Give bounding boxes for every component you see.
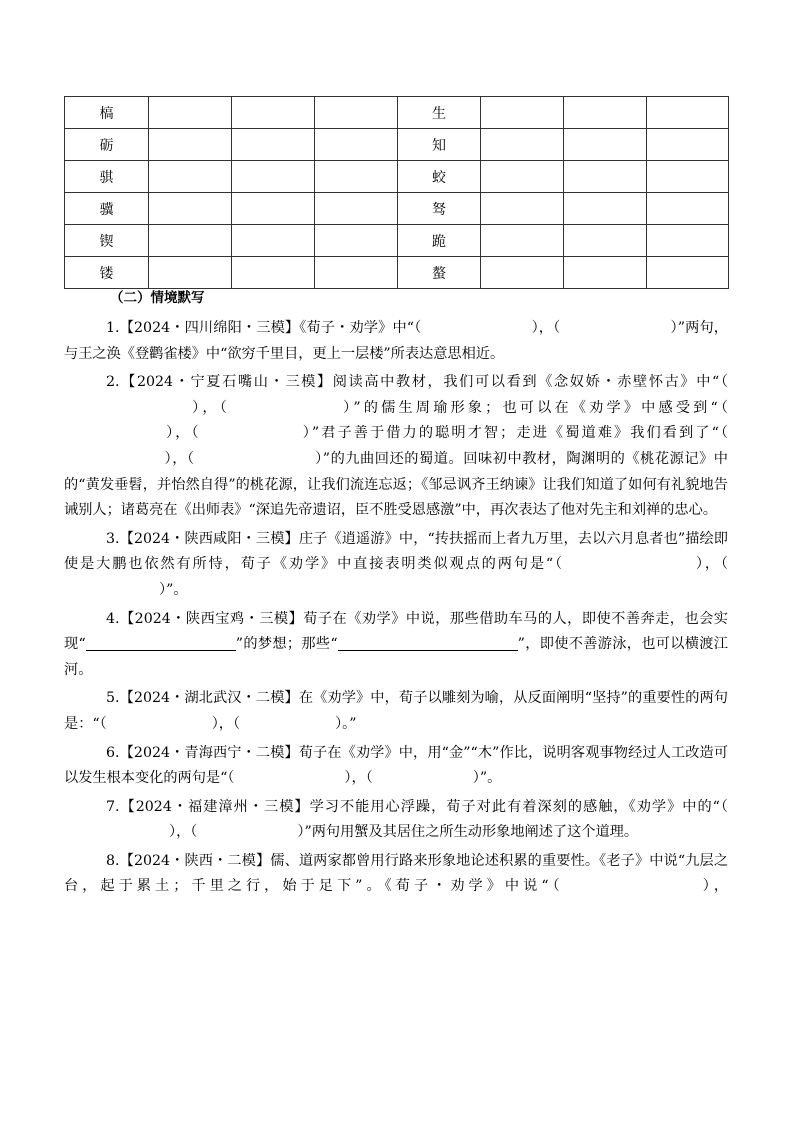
question-text: ），（ bbox=[164, 450, 195, 467]
question-number: 2. bbox=[106, 374, 120, 391]
answer-cell[interactable] bbox=[481, 97, 564, 129]
question-text: ）”君子善于借力的聪明才智；走进《蜀道难》我们看到了“（ bbox=[300, 425, 728, 442]
question-text: ），（ bbox=[531, 320, 561, 336]
question-text: 《荀子・劝学》中“（ bbox=[299, 320, 422, 336]
table-row bbox=[65, 161, 729, 193]
question-text: 学习不能用心浮躁，荀子对此有着深刻的感触，《劝学》中的“（ bbox=[309, 798, 728, 815]
answer-cell[interactable] bbox=[564, 257, 647, 289]
answer-cell[interactable] bbox=[149, 97, 232, 129]
answer-cell[interactable] bbox=[564, 161, 647, 193]
answer-cell[interactable] bbox=[647, 129, 729, 161]
answer-cell[interactable] bbox=[149, 225, 232, 257]
answer-cell[interactable] bbox=[232, 97, 315, 129]
table-row bbox=[65, 129, 729, 161]
answer-cell[interactable] bbox=[647, 225, 729, 257]
table-row bbox=[65, 97, 729, 129]
answer-cell[interactable] bbox=[481, 129, 564, 161]
answer-cell[interactable] bbox=[315, 161, 398, 193]
left-char-cell: 槁 bbox=[65, 97, 149, 129]
answer-cell[interactable] bbox=[481, 193, 564, 225]
left-char-cell: 镂 bbox=[65, 257, 149, 289]
left-char-cell: 骐 bbox=[65, 161, 149, 193]
answer-cell[interactable] bbox=[564, 225, 647, 257]
answer-cell[interactable] bbox=[149, 193, 232, 225]
question-text: ），（ bbox=[694, 556, 728, 573]
question-number: 3. bbox=[106, 530, 120, 547]
answer-cell[interactable] bbox=[481, 161, 564, 193]
table-row bbox=[65, 257, 729, 289]
question-text: ）”两句用蟹及其居住之所生动形象地阐述了这个道理。 bbox=[297, 824, 639, 841]
answer-underline[interactable] bbox=[86, 634, 236, 651]
answer-cell[interactable] bbox=[232, 161, 315, 193]
question-text: 荀子在《劝学》中，用“金”“木”作比，说明客观事物经过人工改造可以发生根本变化的两句是“（ bbox=[64, 744, 729, 787]
section-title: （二）情境默写 bbox=[110, 290, 205, 306]
right-char-cell: 知 bbox=[398, 129, 481, 161]
answer-cell[interactable] bbox=[564, 97, 647, 129]
answer-cell[interactable] bbox=[564, 193, 647, 225]
answer-cell[interactable] bbox=[564, 129, 647, 161]
question-6 bbox=[64, 741, 728, 792]
question-5 bbox=[64, 686, 728, 737]
answer-cell[interactable] bbox=[481, 257, 564, 289]
question-source: 【2024・宁夏石嘴山・三模】 bbox=[119, 374, 333, 391]
question-1 bbox=[64, 316, 728, 367]
question-4 bbox=[64, 607, 728, 684]
question-7 bbox=[64, 795, 728, 846]
question-text: 荀子在《劝学》中说，那些借助车马的人，即使不善奔走，也会实现“ bbox=[64, 610, 728, 653]
answer-cell[interactable] bbox=[232, 193, 315, 225]
question-source: 【2024・四川绵阳・三模】 bbox=[119, 320, 300, 336]
question-text: ），（ bbox=[211, 715, 241, 732]
question-number: 1. bbox=[106, 320, 120, 336]
question-text: ），（ bbox=[189, 399, 230, 416]
answer-cell[interactable] bbox=[149, 129, 232, 161]
right-char-cell: 跪 bbox=[398, 225, 481, 257]
question-text: ），（ bbox=[164, 425, 201, 442]
question-text: ）”。 bbox=[159, 581, 188, 598]
left-char-cell: 砺 bbox=[65, 129, 149, 161]
question-text: ”，即使不善游泳，也可以横渡江河。 bbox=[64, 636, 728, 678]
question-text: ）。” bbox=[335, 715, 357, 732]
question-text: ）， bbox=[698, 878, 729, 895]
question-source: 【2024・陕西宝鸡・三模】 bbox=[119, 610, 304, 627]
answer-cell[interactable] bbox=[315, 193, 398, 225]
question-number: 6. bbox=[106, 744, 120, 761]
answer-cell[interactable] bbox=[149, 161, 232, 193]
left-char-cell: 骥 bbox=[65, 193, 149, 225]
question-source: 【2024・青海西宁・二模】 bbox=[119, 744, 299, 761]
question-text: ”的梦想；那些“ bbox=[235, 636, 338, 653]
question-text: ），（ bbox=[344, 770, 373, 787]
answer-cell[interactable] bbox=[481, 225, 564, 257]
question-text: ），（ bbox=[169, 824, 198, 841]
answer-cell[interactable] bbox=[315, 225, 398, 257]
question-number: 4. bbox=[106, 610, 120, 627]
question-number: 5. bbox=[106, 690, 120, 707]
answer-cell[interactable] bbox=[647, 257, 729, 289]
question-text: 庄子《逍遥游》中，“抟扶摇而上者九万里，去以六月息者也”描绘即使是大鹏也依然有所恃，荀子《劝学》中直接表明类似观点的两句是“（ bbox=[64, 530, 728, 573]
question-source: 【2024・陕西咸阳・三模】 bbox=[119, 530, 299, 547]
question-number: 7. bbox=[106, 798, 120, 815]
right-char-cell: 生 bbox=[398, 97, 481, 129]
answer-underline[interactable] bbox=[338, 634, 518, 651]
question-3 bbox=[64, 527, 728, 604]
character-table bbox=[64, 96, 729, 289]
question-number: 8. bbox=[106, 852, 120, 869]
answer-cell[interactable] bbox=[232, 257, 315, 289]
question-text: ）”的儒生周瑜形象；也可以在《劝学》中感受到“（ bbox=[339, 399, 728, 416]
question-text: 阅读高中教材，我们可以看到《念奴娇・赤壁怀古》中“（ bbox=[332, 374, 728, 391]
right-char-cell: 驽 bbox=[398, 193, 481, 225]
answer-cell[interactable] bbox=[647, 161, 729, 193]
right-char-cell: 蛟 bbox=[398, 161, 481, 193]
left-char-cell: 锲 bbox=[65, 225, 149, 257]
question-text: ）”两句，与王之涣《登鹳雀楼》中“欲穷千里目，更上一层楼”所表达意思相近。 bbox=[64, 320, 728, 362]
table-row bbox=[65, 225, 729, 257]
answer-cell[interactable] bbox=[315, 257, 398, 289]
answer-cell[interactable] bbox=[647, 193, 729, 225]
question-text: 儒、道两家都曾用行路来形象地论述积累的重要性。《老子》中说“九层之台，起于累土；千里之行，始于足下”。《荀子・劝学》中说“（ bbox=[64, 852, 729, 895]
question-source: 【2024・陕西・二模】 bbox=[119, 852, 271, 869]
question-source: 【2024・湖北武汉・二模】 bbox=[119, 690, 299, 707]
answer-cell[interactable] bbox=[232, 225, 315, 257]
question-source: 【2024・福建漳州・三模】 bbox=[119, 798, 310, 815]
question-list bbox=[64, 316, 728, 903]
right-char-cell: 螯 bbox=[398, 257, 481, 289]
answer-cell[interactable] bbox=[149, 257, 232, 289]
question-8 bbox=[64, 849, 728, 900]
question-text: ）”。 bbox=[472, 770, 502, 787]
question-text: 在《劝学》中，荀子以雕刻为喻，从反面阐明“坚持”的重要性的两句是：“（ bbox=[64, 690, 728, 732]
answer-cell[interactable] bbox=[232, 129, 315, 161]
answer-cell[interactable] bbox=[647, 97, 729, 129]
question-2 bbox=[64, 370, 728, 524]
answer-cell[interactable] bbox=[315, 97, 398, 129]
question-text: ）”的九曲回还的蜀道。回味初中教材，陶渊明的《桃花源记》中的“黄发垂髫，并怡然自得”的桃花源，让我们流连忘返；《邹忌讽齐王纳谏》让我们知道了如何有礼貌地告诫别人；诸葛亮在《出师表》“深追先帝遗诏，臣不胜受恩感激”中，再次表达了他对先主和刘禅的忠心。 bbox=[64, 450, 728, 519]
answer-cell[interactable] bbox=[315, 129, 398, 161]
table-row bbox=[65, 193, 729, 225]
